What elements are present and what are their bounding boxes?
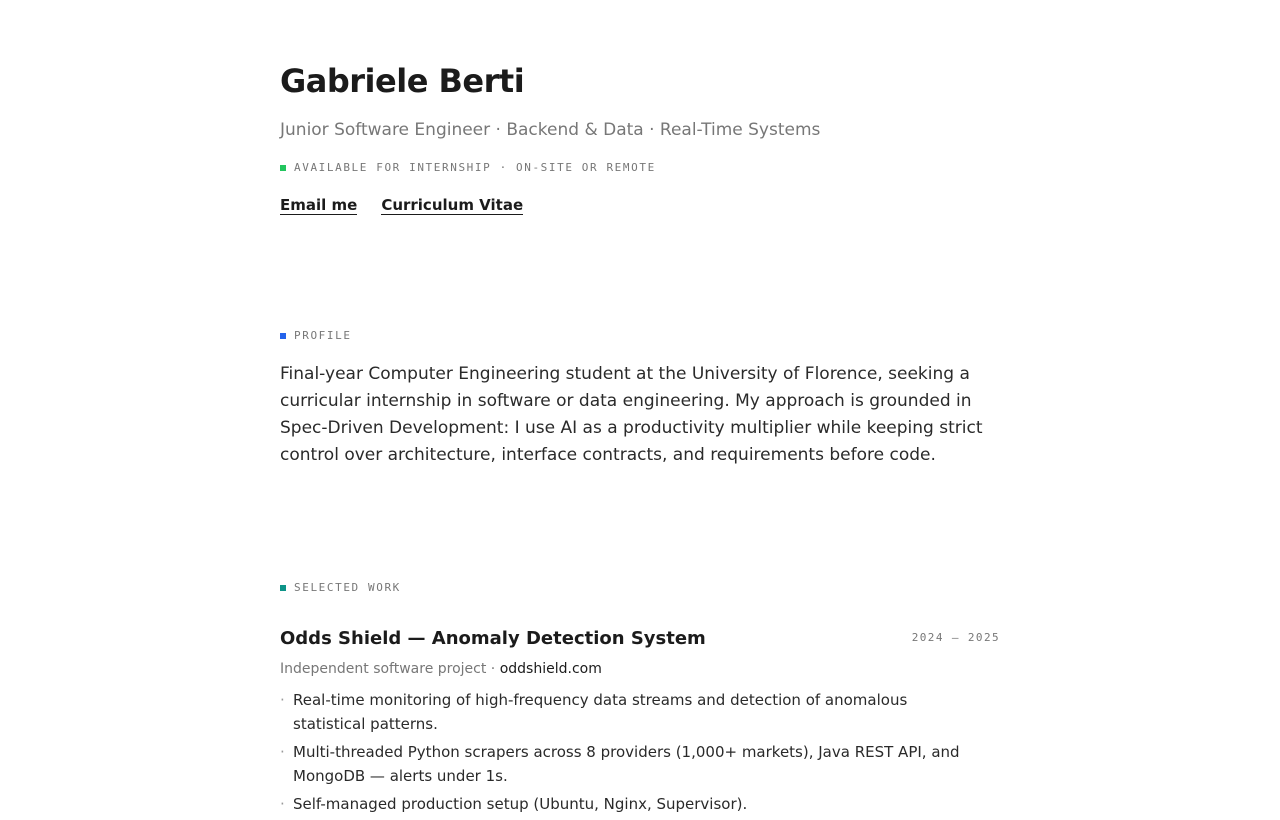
project-years: 2024 — 2025 — [911, 631, 1000, 644]
profile-text: Final-year Computer Engineering student at the University of Florence, seeking a curricular internship in software or data engineering. My approach is grounded in Spec-Driven Development: I use AI as a productivity multiplier while keeping strict control over architecture, interface contracts, and requirements before code. — [280, 364, 983, 465]
availability-status-text: AVAILABLE FOR INTERNSHIP · ON-SITE OR REMOTE — [294, 161, 656, 174]
list-item — [280, 792, 973, 816]
bullet-dot-icon: · — [280, 795, 285, 813]
profile-label-text: PROFILE — [294, 329, 352, 342]
contact-links — [280, 196, 523, 215]
profile-dot-icon — [280, 333, 286, 339]
list-item-text: Real-time monitoring of high-frequency data streams and detection of anomalous statistical patterns. — [293, 691, 908, 733]
tagline: Junior Software Engineer · Backend & Data · Real-Time Systems — [280, 120, 821, 140]
project-website-link[interactable]: oddshield.com — [499, 661, 602, 677]
list-item — [280, 688, 973, 736]
profile-section-label — [280, 329, 352, 342]
list-item — [280, 740, 973, 788]
list-item-text: Multi-threaded Python scrapers across 8 providers (1,000+ markets), Java REST API, and MongoDB — alerts under 1s. — [293, 743, 960, 785]
list-item-text: Self-managed production setup (Ubuntu, Nginx, Supervisor). — [293, 795, 748, 813]
work-section-label — [280, 581, 401, 594]
email-link[interactable]: Email me — [280, 196, 358, 214]
project-meta-prefix: Independent software project · — [280, 661, 496, 677]
work-label-text: SELECTED WORK — [294, 581, 401, 594]
cv-link[interactable]: Curriculum Vitae — [381, 196, 524, 214]
bullet-dot-icon: · — [280, 743, 285, 761]
project-bullets — [280, 688, 1000, 820]
work-dot-icon — [280, 585, 286, 591]
bullet-dot-icon: · — [280, 691, 285, 709]
project-meta — [280, 661, 602, 677]
status-dot-icon — [280, 165, 286, 171]
project-title: Odds Shield — Anomaly Detection System — [280, 628, 706, 649]
page-title: Gabriele Berti — [280, 62, 525, 100]
availability-status — [280, 161, 656, 174]
